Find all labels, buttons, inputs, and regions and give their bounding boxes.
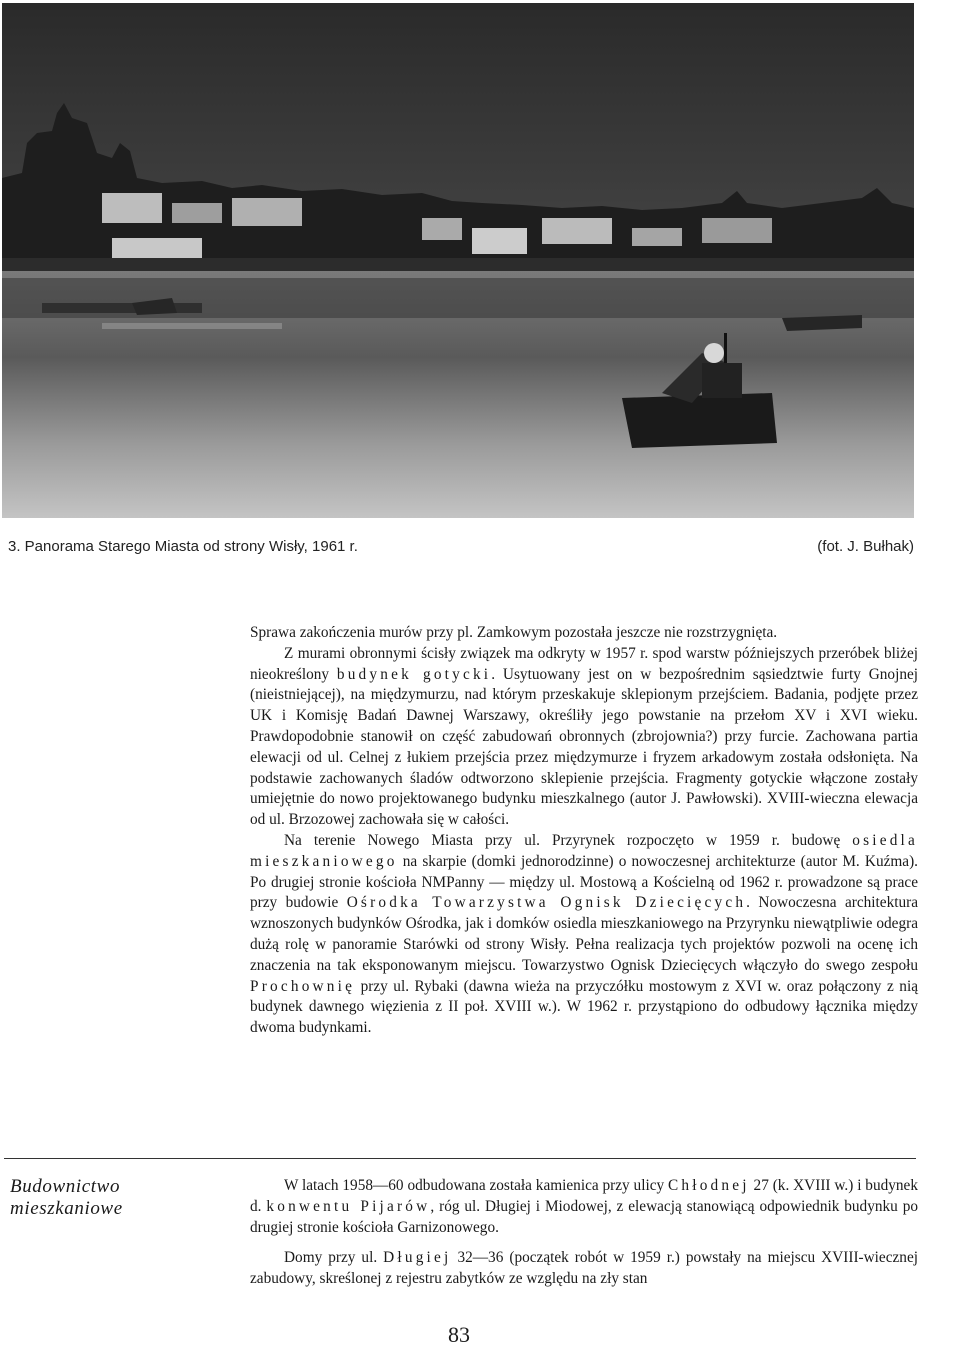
paragraph: Z murami obronnymi ścisły związek ma odkryty w 1957 r. spod warstw późniejszych przeróbek bliżej nieokreślony budynek gotycki. Usytuowany jest on w bezpośrednim sąsiedztwie furty Gnojnej (nieistniejącej), na międzymurzu, nad którym przeskakuje sklepionym przejściem. Badania, podjęte przez UK i Komisję Badań Dawnej Warszawy, określiły jego powstanie na przełom XV i XVI wieku. Prawdopodobnie stanowił on część zabudowań obronnych (zbrojownia?) przy furcie. Zachowana partia elewacji od ul. Celnej z łukiem przejścia przez międzymurze i fryzem arkadowym została odsłonięta. Na podstawie zachowanych śladów odtworzono sklepienie przejścia. Fragmenty gotyckie włączone zostały umiejętnie do nowo projektowanego budynku mieszkalnego (autor J. Pawłowski). XVIII-wieczna elewacja od ul. Brzozowej zachowała się w całości.: [250, 644, 919, 829]
figure-caption: 3. Panorama Starego Miasta od strony Wisły, 1961 r.: [8, 538, 358, 555]
panorama-photo: [2, 3, 914, 518]
photo-credit: (fot. J. Bułhak): [817, 538, 914, 555]
spaced-term: Prochownię: [250, 977, 356, 995]
section-body-text: [250, 1176, 918, 1290]
panorama-illustration: [2, 3, 914, 518]
paragraph: Na terenie Nowego Miasta przy ul. Przyrynek rozpoczęto w 1959 r. budowę osiedla mieszkaniowego na skarpie (domki jednorodzinne) o nowoczesnej architekturze (autor M. Kuźma). Po drugiej stronie kościoła NMPanny — między ul. Mostową a Kościelną od 1962 r. prowadzone są prace przy budowie Ośrodka Towarzystwa Ognisk Dziecięcych. Nowoczesna architektura wznoszonych budynków Ośrodka, jak i domków osiedla mieszkaniowego na Przyrynku niewątpliwie odegra dużą rolę w panoramie Starówki od strony Wisły. Pełna realizacja tych projektów pozwoli na ocenę ich znaczenia na tak eksponowanym miejscu. Towarzystwo Ognisk Dziecięcych włączyło do swego zespołu Prochownię przy ul. Rybaki (dawna wieża na przyczółku mostowym z XVI w. oraz połączony z nią budynek dawnego więzienia z II poł. XVIII w.). W 1962 r. przystąpiono do odbudowy łącznika między dwoma budynkami.: [250, 831, 919, 1037]
spaced-term: Chłodnej: [668, 1177, 750, 1194]
main-body-text: [250, 623, 918, 1039]
paragraph: Domy przy ul. Długiej 32—36 (początek robót w 1959 r.) powstały na miejscu XVIII-wiecznej zabudowy, skreślonej z rejestru zabytków ze względu na zły stan: [250, 1249, 918, 1288]
section-divider: [4, 1158, 916, 1159]
spaced-term: osiedla mieszkaniowego: [250, 831, 918, 870]
spaced-term: Długiej: [383, 1249, 452, 1267]
page-number: 83: [448, 1322, 470, 1347]
paragraph: Sprawa zakończenia murów przy pl. Zamkowym pozostała jeszcze nie rozstrzygnięta.: [250, 624, 778, 641]
paragraph: W latach 1958—60 odbudowana została kamienica przy ulicy Chłodnej 27 (k. XVIII w.) i budynek d. konwentu Pijarów, róg ul. Długiej i Miodowej, z elewacją stanowiącą odpowiednik budynku po drugiej stronie kościoła Garnizonowego.: [250, 1177, 918, 1236]
spaced-term: budynek gotycki: [336, 665, 492, 683]
spaced-term: konwentu Pijarów: [266, 1197, 431, 1215]
spaced-term: Ośrodka Towarzystwa Ognisk Dziecięcych: [346, 894, 747, 912]
figure-caption-row: [8, 538, 914, 555]
section-heading: Budownictwo mieszkaniowe: [10, 1176, 123, 1219]
